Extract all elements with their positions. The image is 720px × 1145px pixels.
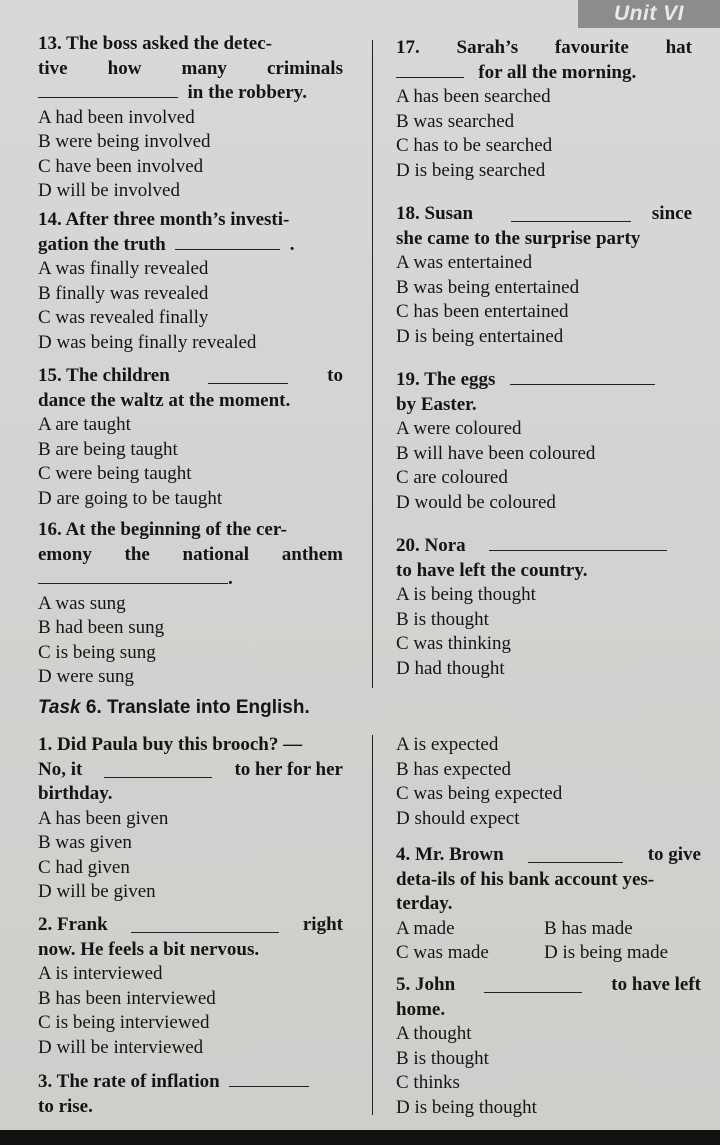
stem-text: 3. The rate of inflation bbox=[38, 1071, 220, 1092]
stem-text: to her for her bbox=[234, 758, 343, 780]
option-c[interactable]: C are coloured bbox=[396, 467, 508, 488]
task-heading bbox=[38, 697, 310, 719]
stem-text: 15. The children bbox=[38, 365, 170, 386]
task-question-4 bbox=[396, 843, 701, 966]
task-title: Translate into English. bbox=[107, 697, 310, 718]
stem-text: . bbox=[289, 233, 295, 255]
stem-text: to bbox=[327, 365, 343, 386]
word: emony bbox=[38, 543, 92, 565]
question-16-stem-line2 bbox=[38, 543, 343, 568]
question-18-stem-line1 bbox=[396, 202, 692, 227]
option-d[interactable]: D had thought bbox=[396, 657, 505, 679]
option-b[interactable]: B were being involved bbox=[38, 131, 211, 152]
answer-blank[interactable] bbox=[489, 536, 667, 551]
option-b[interactable]: B will have been coloured bbox=[396, 442, 596, 464]
task-question-3-stem-line2: to rise. bbox=[38, 1095, 93, 1117]
task-question-5-stem-line2: home. bbox=[396, 998, 446, 1020]
task-label: Task bbox=[38, 697, 81, 718]
question-19-stem-line2: by Easter. bbox=[396, 393, 477, 415]
option-b[interactable]: B was searched bbox=[396, 110, 515, 132]
question-19 bbox=[396, 368, 696, 515]
stem-text: for all the morning. bbox=[478, 61, 637, 83]
question-19-stem-line1 bbox=[396, 368, 696, 393]
task-question-4-stem-line2: deta-ils of his bank account yes- bbox=[396, 868, 655, 890]
option-d[interactable]: D will be given bbox=[38, 881, 156, 902]
word: tive bbox=[38, 57, 68, 79]
answer-blank[interactable] bbox=[511, 207, 631, 222]
task-question-3-stem-line1 bbox=[38, 1070, 348, 1095]
option-a[interactable]: A were coloured bbox=[396, 418, 522, 439]
option-c[interactable]: C was thinking bbox=[396, 633, 512, 654]
stem-text: 20. Nora bbox=[396, 535, 466, 556]
option-b[interactable]: B has been interviewed bbox=[38, 987, 216, 1009]
column-divider-top bbox=[372, 40, 373, 688]
option-a[interactable]: A was sung bbox=[38, 592, 126, 614]
option-c[interactable]: C has been entertained bbox=[396, 301, 569, 322]
stem-text: right bbox=[302, 914, 343, 935]
option-a[interactable]: A is being thought bbox=[396, 584, 536, 605]
question-18-stem-line2: she came to the surprise party bbox=[396, 227, 641, 249]
stem-text: to give bbox=[647, 844, 701, 865]
option-a[interactable]: A was finally revealed bbox=[38, 258, 209, 279]
option-a[interactable]: A are taught bbox=[38, 414, 131, 435]
task-question-1-stem-line1: 1. Did Paula buy this brooch? — bbox=[38, 734, 303, 755]
task-question-5-stem-line1 bbox=[396, 973, 701, 998]
question-20 bbox=[396, 534, 696, 681]
question-15-stem-line2: dance the waltz at the moment. bbox=[38, 389, 291, 411]
option-a[interactable]: A is interviewed bbox=[38, 963, 163, 984]
question-17-stem-line2 bbox=[396, 61, 692, 86]
option-a[interactable]: A has been searched bbox=[396, 86, 551, 107]
stem-text: 2. Frank bbox=[38, 914, 108, 935]
option-b[interactable]: B finally was revealed bbox=[38, 282, 209, 304]
options-row-1 bbox=[396, 917, 701, 942]
answer-blank[interactable] bbox=[131, 918, 279, 933]
stem-text: in the robbery. bbox=[187, 82, 307, 103]
stem-text: 19. The eggs bbox=[396, 369, 496, 390]
answer-blank[interactable] bbox=[229, 1072, 309, 1087]
option-a[interactable]: A made bbox=[396, 917, 455, 939]
question-13-stem-line3 bbox=[38, 81, 343, 106]
word: favourite bbox=[554, 37, 629, 58]
question-14-stem-line1: 14. After three month’s investi- bbox=[38, 209, 290, 230]
option-c[interactable]: C were being taught bbox=[38, 463, 192, 484]
question-20-stem-line2: to have left the country. bbox=[396, 559, 588, 581]
option-d[interactable]: D were sung bbox=[38, 666, 135, 687]
answer-blank[interactable] bbox=[396, 63, 464, 78]
question-18 bbox=[396, 202, 692, 349]
column-divider-bottom bbox=[372, 735, 373, 1115]
task-question-4-stem-line1 bbox=[396, 843, 701, 868]
option-d[interactable]: D is being searched bbox=[396, 159, 546, 181]
unit-tab: Unit VI bbox=[578, 0, 720, 28]
stem-text: . bbox=[228, 568, 233, 589]
option-b[interactable]: B has made bbox=[544, 917, 633, 939]
task-question-2-stem-line1 bbox=[38, 913, 343, 938]
option-d[interactable]: D is being entertained bbox=[396, 325, 564, 347]
option-d[interactable]: D would be coloured bbox=[396, 491, 556, 513]
word: national bbox=[182, 543, 250, 565]
option-b[interactable]: B is thought bbox=[396, 608, 489, 630]
option-c[interactable]: C has to be searched bbox=[396, 135, 553, 156]
option-a[interactable]: A has been given bbox=[38, 807, 169, 829]
question-14-stem-line2 bbox=[38, 233, 343, 258]
task-question-1 bbox=[38, 733, 343, 905]
option-c[interactable]: C was made bbox=[396, 942, 489, 963]
question-15 bbox=[38, 364, 343, 511]
option-b[interactable]: B had been sung bbox=[38, 617, 165, 638]
option-d[interactable]: D should expect bbox=[396, 807, 520, 829]
word: anthem bbox=[281, 543, 343, 565]
word: criminals bbox=[266, 57, 343, 79]
question-13-stem-line2 bbox=[38, 57, 343, 82]
option-a[interactable]: A thought bbox=[396, 1023, 472, 1044]
option-a[interactable]: A was entertained bbox=[396, 252, 533, 273]
bottom-edge bbox=[0, 1130, 720, 1145]
question-17-stem-line1 bbox=[396, 36, 692, 61]
question-15-stem-line1 bbox=[38, 364, 343, 389]
word: the bbox=[124, 543, 150, 565]
word: 17. bbox=[396, 37, 420, 58]
stem-text: 4. Mr. Brown bbox=[396, 844, 504, 865]
question-16 bbox=[38, 518, 343, 690]
word: many bbox=[181, 57, 227, 79]
question-16-stem-line1: 16. At the beginning of the cer- bbox=[38, 519, 287, 540]
option-c[interactable]: C was being expected bbox=[396, 783, 563, 804]
stem-text: 18. Susan bbox=[396, 203, 474, 224]
task-question-3-options bbox=[396, 733, 696, 831]
option-b[interactable]: B was given bbox=[38, 832, 132, 853]
question-20-stem-line1 bbox=[396, 534, 696, 559]
answer-blank[interactable] bbox=[484, 978, 582, 993]
option-b[interactable]: B was being entertained bbox=[396, 276, 580, 298]
stem-text: to have left bbox=[611, 974, 701, 995]
task-question-1-stem-line2 bbox=[38, 758, 343, 783]
answer-blank[interactable] bbox=[208, 369, 288, 384]
option-d[interactable]: D are going to be taught bbox=[38, 487, 223, 509]
option-d[interactable]: D was being finally revealed bbox=[38, 331, 257, 353]
question-14 bbox=[38, 208, 343, 355]
question-17 bbox=[396, 36, 692, 183]
option-a[interactable]: A is expected bbox=[396, 734, 499, 755]
option-c[interactable]: C was revealed finally bbox=[38, 307, 209, 328]
option-c[interactable]: C is being sung bbox=[38, 641, 156, 663]
answer-blank[interactable] bbox=[104, 763, 212, 778]
word: hat bbox=[665, 37, 692, 58]
option-d[interactable]: D is being thought bbox=[396, 1096, 537, 1118]
word: Sarah’s bbox=[456, 37, 519, 58]
option-c[interactable]: C thinks bbox=[396, 1072, 460, 1093]
option-d[interactable]: D will be involved bbox=[38, 180, 180, 201]
task-question-5 bbox=[396, 973, 701, 1120]
option-a[interactable]: A had been involved bbox=[38, 106, 195, 128]
question-16-stem-line3 bbox=[38, 567, 343, 592]
task-number: 6. bbox=[85, 697, 102, 718]
option-c[interactable]: C have been involved bbox=[38, 155, 204, 177]
task-question-2 bbox=[38, 913, 343, 1060]
option-b[interactable]: B is thought bbox=[396, 1047, 489, 1069]
answer-blank[interactable] bbox=[38, 83, 178, 98]
answer-blank[interactable] bbox=[175, 235, 280, 250]
task-question-2-stem-line2: now. He feels a bit nervous. bbox=[38, 938, 260, 960]
option-c[interactable]: C is being interviewed bbox=[38, 1012, 210, 1033]
stem-text: No, it bbox=[38, 758, 83, 780]
option-b[interactable]: B has expected bbox=[396, 758, 512, 780]
task-question-4-stem-line3: terday. bbox=[396, 893, 453, 914]
stem-text: 5. John bbox=[396, 974, 456, 995]
answer-blank[interactable] bbox=[38, 569, 228, 584]
answer-blank[interactable] bbox=[510, 370, 655, 385]
options-row-2 bbox=[396, 941, 701, 966]
answer-blank[interactable] bbox=[528, 848, 623, 863]
option-d[interactable]: D will be interviewed bbox=[38, 1036, 204, 1058]
stem-text: since bbox=[651, 203, 692, 224]
option-c[interactable]: C had given bbox=[38, 856, 130, 878]
stem-text: gation the truth bbox=[38, 233, 166, 255]
question-13-stem-line1: 13. The boss asked the detec- bbox=[38, 33, 272, 54]
word: how bbox=[107, 57, 142, 79]
question-13 bbox=[38, 32, 343, 204]
option-d[interactable]: D is being made bbox=[544, 942, 669, 963]
option-b[interactable]: B are being taught bbox=[38, 438, 178, 460]
task-question-3 bbox=[38, 1070, 348, 1119]
task-question-1-stem-line3: birthday. bbox=[38, 783, 113, 804]
